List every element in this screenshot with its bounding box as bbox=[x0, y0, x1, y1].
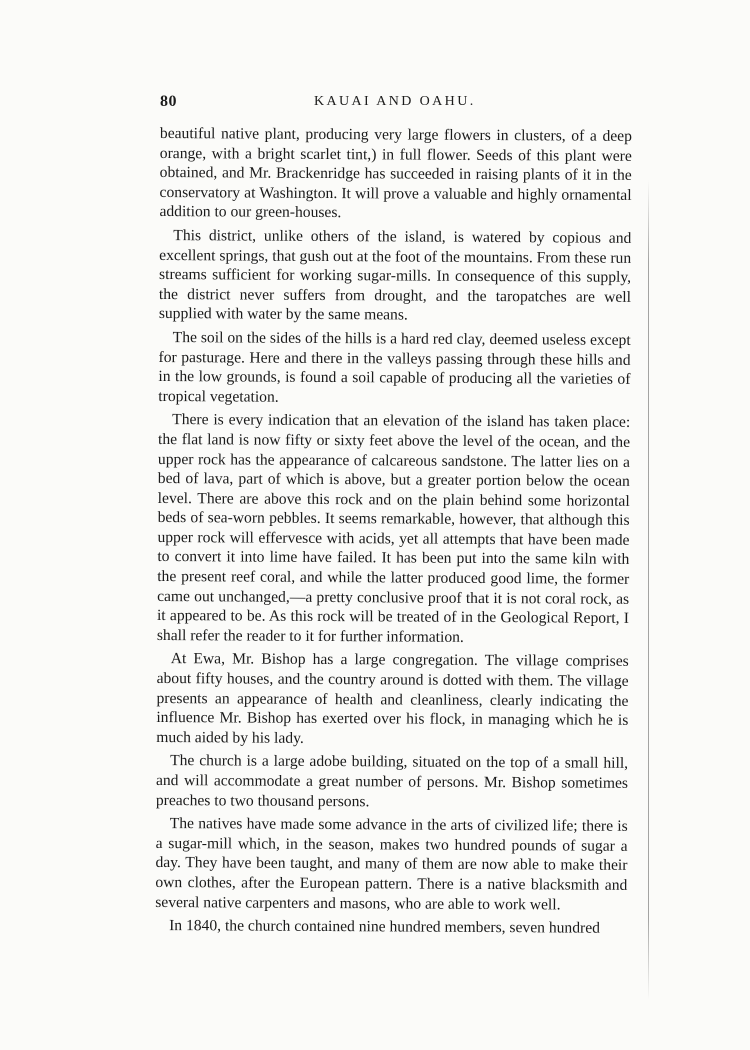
paragraph-continued: beautiful native plant, producing very large flowers in clusters, of a deep orange, with a bright scarlet tint,) in full flower. Seeds of this plant were obtained, and Mr. Brackenridge has succeeded in raising plants of it in the conservatory at Washington. It will prove a valuable and highly ornamental addition to our green-houses. bbox=[159, 124, 632, 222]
paragraph-ewa-village: At Ewa, Mr. Bishop has a large congregation. The village comprises about fifty houses, and the country around is dotted with them. The village presents an appearance of health and cleanliness, clearly indicating the influence Mr. Bishop has exerted over his flock, in managing which he is much aided by his lady. bbox=[156, 650, 629, 747]
page-number: 80 bbox=[160, 93, 177, 110]
paragraph-elevation: There is every indication that an elevation of the island has taken place: the flat land is now fifty or sixty feet above the level of the ocean, and the upper rock has the appearance of calcareous sandstone. The latter lies on a bed of lava, part of which is above, but a greater portion below the ocean level. There are above this rock and on the plain behind some horizontal beds of sea-worn pebbles. It seems remarkable, however, that although this upper rock will effervesce with acids, yet all attempts that have been made to convert it into lime have failed. It has been put into the same kiln with the present reef coral, and while the latter produced good lime, the former came out unchanged,—a pretty conclusive proof that it is not coral rock, as it appeared to be. As this rock will be treated of in the Geological Report, I shall refer the reader to it for further information. bbox=[156, 411, 631, 646]
paragraph-district-springs: This district, unlike others of the island, is watered by copious and excellent springs, that gush out at the foot of the mountains. From these run streams sufficient for working sugar-mills. In consequence of this supply, the district never suffers from drought, and the taropatches are well supplied with water by the same means. bbox=[158, 227, 632, 324]
body-text bbox=[155, 124, 632, 943]
running-head: KAUAI AND OAHU. bbox=[314, 94, 476, 109]
paragraph-church: The church is a large adobe building, situated on the top of a small hill, and will accommodate a great number of persons. Mr. Bishop sometimes preaches to two thousand persons. bbox=[155, 752, 629, 810]
paragraph-soil: The soil on the sides of the hills is a hard red clay, deemed useless except for pasturage. Here and there in the valleys passing through these hills and in the low grounds, is found a soil capable of producing all the varieties of tropical vegetation. bbox=[158, 329, 631, 406]
page-edge-shadow bbox=[648, 180, 649, 1000]
page-header bbox=[160, 93, 630, 115]
paragraph-natives: The natives have made some advance in the arts of civilized life; there is a sugar-mill which, in the season, makes two hundred pounds of sugar a day. They have been taught, and many of them are now able to make their own clothes, after the European pattern. There is a native blacksmith and several native carpenters and masons, who are able to work well. bbox=[155, 815, 628, 914]
paragraph-1840: In 1840, the church contained nine hundred members, seven hundred bbox=[169, 917, 601, 937]
